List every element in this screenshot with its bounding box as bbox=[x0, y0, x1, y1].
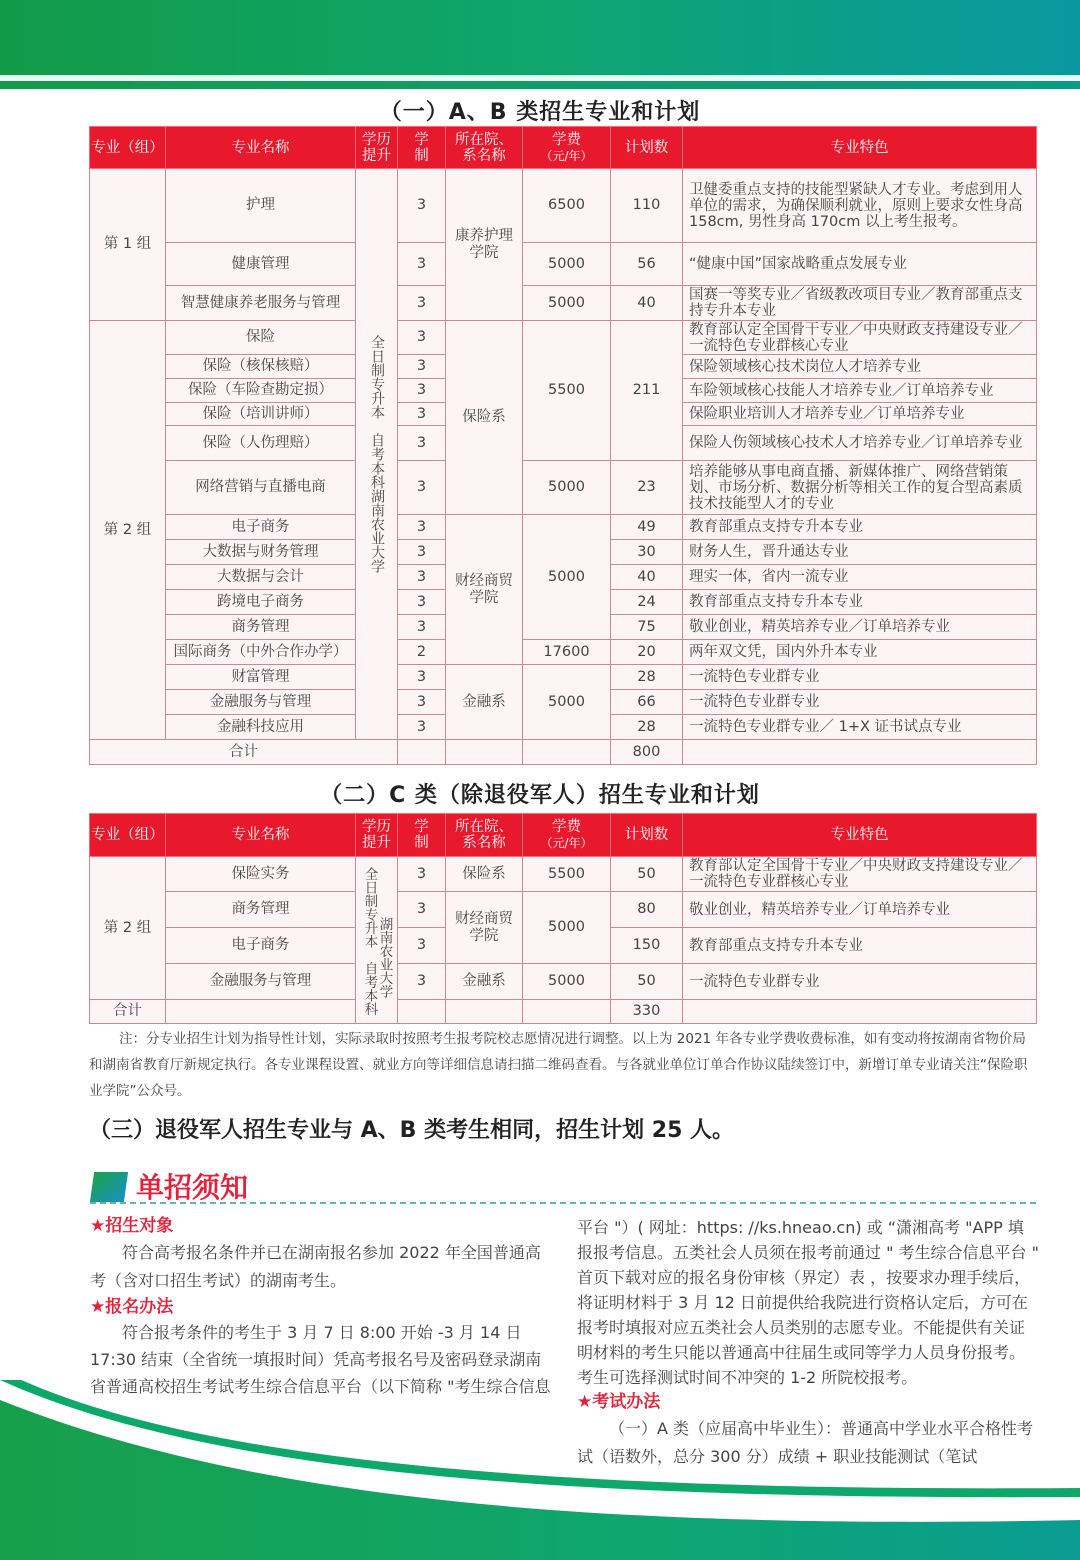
table-row bbox=[90, 286, 1037, 321]
plan: 75 bbox=[611, 615, 683, 640]
col-group: 专业（组） bbox=[90, 127, 166, 169]
feature: 财务人生，晋升通达专业 bbox=[683, 540, 1037, 565]
years: 3 bbox=[398, 892, 446, 928]
major-name: 电子商务 bbox=[166, 928, 356, 964]
table-row bbox=[90, 243, 1037, 286]
col-edu-upgrade: 学历 提升 bbox=[356, 814, 398, 857]
major-name: 国际商务（中外合作办学） bbox=[166, 640, 356, 665]
plan: 40 bbox=[611, 565, 683, 590]
table-row bbox=[90, 665, 1037, 690]
major-name: 网络营销与直播电商 bbox=[166, 461, 356, 515]
years: 3 bbox=[398, 928, 446, 964]
edu-upgrade-cell: 全日制专升本 自考本科 湖南农业大学 bbox=[356, 857, 398, 1024]
table-note: 注：分专业招生计划为指导性计划，实际录取时按照考生报考院校志愿情况进行调整。以上为 2021 年各专业学费收费标准，如有变动将按湖南省物价局和湖南省教育厅新规定执行。各专业课程设置、就业方向等详细信息请扫描二维码查看。与各就业单位订单合作协议陆续签订中，新增订单专业请关注“保险职业学院”公众号。 bbox=[89, 1031, 1028, 1099]
notice-title: 单招须知 bbox=[136, 1171, 249, 1204]
feature: 敬业创业，精英培养专业／订单培养专业 bbox=[683, 892, 1037, 928]
fee: 5000 bbox=[523, 461, 611, 515]
dept-cell: 财经商贸学院 bbox=[446, 515, 523, 665]
feature: 保险领域核心技术岗位人才培养专业 bbox=[683, 355, 1037, 379]
years: 3 bbox=[398, 690, 446, 715]
plan: 20 bbox=[611, 640, 683, 665]
top-banner bbox=[0, 0, 1080, 75]
major-name: 大数据与财务管理 bbox=[166, 540, 356, 565]
years: 3 bbox=[398, 565, 446, 590]
plan: 56 bbox=[611, 243, 683, 286]
years: 2 bbox=[398, 640, 446, 665]
col-fee: 学费 （元/年） bbox=[523, 814, 611, 857]
target-text: 符合高考报名条件并已在湖南报名参加 2022 年全国普通高考（含对口招生考试）的湖南考生。 bbox=[90, 1242, 541, 1290]
major-name: 电子商务 bbox=[166, 515, 356, 540]
plan: 80 bbox=[611, 892, 683, 928]
years: 3 bbox=[398, 540, 446, 565]
years: 3 bbox=[398, 169, 446, 243]
notice-logo-icon bbox=[90, 1172, 128, 1202]
col-dept: 所在院、 系名称 bbox=[446, 127, 523, 169]
major-name: 保险（培训讲师） bbox=[166, 403, 356, 426]
signup-text: 符合报考条件的考生于 3 月 7 日 8:00 开始 -3 月 14 日 17:30 结束（全省统一填报时间）凭高考报名号及密码登录湖南省普通高校招生考试考生综合信息平台（以下简称 "考生综合信息 bbox=[90, 1323, 551, 1396]
table-row bbox=[90, 169, 1037, 243]
years: 3 bbox=[398, 857, 446, 892]
table-row bbox=[90, 964, 1037, 1000]
feature: 教育部重点支持专升本专业 bbox=[683, 590, 1037, 615]
feature: 一流特色专业群专业 bbox=[683, 964, 1037, 1000]
exam-text: （一）A 类（应届高中毕业生）：普通高中学业水平合格性考试（语数外，总分 300 分）成绩 + 职业技能测试（笔试 bbox=[577, 1419, 1034, 1466]
total-value: 330 bbox=[611, 1000, 683, 1024]
major-name: 保险实务 bbox=[166, 857, 356, 892]
fee: 5000 bbox=[523, 665, 611, 740]
years: 3 bbox=[398, 461, 446, 515]
section2-title: （二）C 类（除退役军人）招生专业和计划 bbox=[320, 783, 760, 808]
fee: 17600 bbox=[523, 640, 611, 665]
col-plan: 计划数 bbox=[611, 814, 683, 857]
major-name: 保险（车险查勘定损） bbox=[166, 379, 356, 403]
dept-cell: 康养护理学院 bbox=[446, 169, 523, 321]
plan: 28 bbox=[611, 715, 683, 740]
table-header-row bbox=[90, 814, 1037, 857]
table-row bbox=[90, 515, 1037, 540]
years: 3 bbox=[398, 379, 446, 403]
table-row bbox=[90, 892, 1037, 928]
years: 3 bbox=[398, 715, 446, 740]
dept-cell: 金融系 bbox=[446, 964, 523, 1000]
major-name: 大数据与会计 bbox=[166, 565, 356, 590]
col-major-name: 专业名称 bbox=[166, 814, 356, 857]
fee: 5500 bbox=[523, 857, 611, 892]
table-header-row bbox=[90, 127, 1037, 169]
dept-cell: 保险系 bbox=[446, 857, 523, 892]
feature: 国赛一等奖专业／省级教改项目专业／教育部重点支持专升本专业 bbox=[683, 286, 1037, 321]
col-group: 专业（组） bbox=[90, 814, 166, 857]
years: 3 bbox=[398, 590, 446, 615]
group-cell: 第 1 组 bbox=[90, 169, 166, 321]
target-heading: ★招生对象 bbox=[90, 1216, 174, 1236]
plan: 66 bbox=[611, 690, 683, 715]
col-feature: 专业特色 bbox=[683, 814, 1037, 857]
col-major-name: 专业名称 bbox=[166, 127, 356, 169]
major-name: 智慧健康养老服务与管理 bbox=[166, 286, 356, 321]
plan: 40 bbox=[611, 286, 683, 321]
major-name: 财富管理 bbox=[166, 665, 356, 690]
group-cell: 第 2 组 bbox=[90, 321, 166, 740]
plan: 30 bbox=[611, 540, 683, 565]
col-edu-upgrade: 学历 提升 bbox=[356, 127, 398, 169]
col-feature: 专业特色 bbox=[683, 127, 1037, 169]
major-name: 商务管理 bbox=[166, 892, 356, 928]
major-name: 金融服务与管理 bbox=[166, 690, 356, 715]
col-dept: 所在院、 系名称 bbox=[446, 814, 523, 857]
feature: 卫健委重点支持的技能型紧缺人才专业。考虑到用人单位的需求，为确保顺利就业，原则上要求女性身高 158cm, 男性身高 170cm 以上考生报考。 bbox=[683, 169, 1037, 243]
fee: 5000 bbox=[523, 515, 611, 640]
plan: 211 bbox=[611, 321, 683, 461]
signup-heading: ★报名办法 bbox=[90, 1296, 174, 1317]
total-row bbox=[90, 740, 1037, 765]
feature: 培养能够从事电商直播、新媒体推广、网络营销策划、市场分析、数据分析等相关工作的复合型高素质技术技能型人才的专业 bbox=[683, 461, 1037, 515]
years: 3 bbox=[398, 615, 446, 640]
group-cell: 第 2 组 bbox=[90, 857, 166, 1000]
section3-title: （三）退役军人招生专业与 A、B 类考生相同，招生计划 25 人。 bbox=[89, 1118, 735, 1143]
years: 3 bbox=[398, 665, 446, 690]
feature: 车险领域核心技能人才培养专业／订单培养专业 bbox=[683, 379, 1037, 403]
feature: 两年双文凭，国内外升本专业 bbox=[683, 640, 1037, 665]
years: 3 bbox=[398, 426, 446, 461]
total-label: 合计 bbox=[90, 1000, 166, 1024]
feature: 敬业创业，精英培养专业／订单培养专业 bbox=[683, 615, 1037, 640]
table-row bbox=[90, 857, 1037, 892]
fee: 5000 bbox=[523, 964, 611, 1000]
major-name: 保险（人伤理赔） bbox=[166, 426, 356, 461]
years: 3 bbox=[398, 286, 446, 321]
dept-cell: 保险系 bbox=[446, 321, 523, 515]
plan: 110 bbox=[611, 169, 683, 243]
notice-header bbox=[90, 1168, 1036, 1204]
years: 3 bbox=[398, 355, 446, 379]
c-plan-table bbox=[89, 813, 1037, 1024]
exam-heading: ★考试办法 bbox=[577, 1392, 661, 1412]
feature: “健康中国”国家战略重点发展专业 bbox=[683, 243, 1037, 286]
feature: 保险职业培训人才培养专业／订单培养专业 bbox=[683, 403, 1037, 426]
years: 3 bbox=[398, 964, 446, 1000]
edu-upgrade-cell: 全日制专升本 自考本科湖南农业大学 bbox=[356, 169, 398, 740]
major-name: 护理 bbox=[166, 169, 356, 243]
feature: 保险人伤领域核心技术人才培养专业／订单培养专业 bbox=[683, 426, 1037, 461]
plan: 23 bbox=[611, 461, 683, 515]
section1-title: （一）A、B 类招生专业和计划 bbox=[379, 100, 701, 125]
major-name: 保险（核保核赔） bbox=[166, 355, 356, 379]
notice-left-column bbox=[90, 1214, 552, 1400]
feature: 教育部认定全国骨干专业／中央财政支持建设专业／一流特色专业群核心专业 bbox=[683, 321, 1037, 355]
major-name: 健康管理 bbox=[166, 243, 356, 286]
feature: 理实一体，省内一流专业 bbox=[683, 565, 1037, 590]
years: 3 bbox=[398, 243, 446, 286]
major-name: 金融科技应用 bbox=[166, 715, 356, 740]
fee: 5000 bbox=[523, 243, 611, 286]
banner-stripe-green bbox=[0, 81, 1080, 89]
years: 3 bbox=[398, 403, 446, 426]
plan: 50 bbox=[611, 964, 683, 1000]
plan: 49 bbox=[611, 515, 683, 540]
table-row bbox=[90, 461, 1037, 515]
years: 3 bbox=[398, 321, 446, 355]
col-years: 学 制 bbox=[398, 127, 446, 169]
plan: 150 bbox=[611, 928, 683, 964]
major-name: 跨境电子商务 bbox=[166, 590, 356, 615]
feature: 教育部认定全国骨干专业／中央财政支持建设专业／一流特色专业群核心专业 bbox=[683, 857, 1037, 892]
fee: 5000 bbox=[523, 892, 611, 964]
major-name: 保险 bbox=[166, 321, 356, 355]
plan: 28 bbox=[611, 665, 683, 690]
table-row bbox=[90, 321, 1037, 355]
dept-cell: 金融系 bbox=[446, 665, 523, 740]
dept-cell: 财经商贸学院 bbox=[446, 892, 523, 964]
total-label: 合计 bbox=[90, 740, 398, 765]
total-value: 800 bbox=[611, 740, 683, 765]
plan: 24 bbox=[611, 590, 683, 615]
plan: 50 bbox=[611, 857, 683, 892]
fee: 5000 bbox=[523, 286, 611, 321]
years: 3 bbox=[398, 515, 446, 540]
major-name: 金融服务与管理 bbox=[166, 964, 356, 1000]
feature: 教育部重点支持专升本专业 bbox=[683, 515, 1037, 540]
total-row bbox=[90, 1000, 1037, 1024]
ab-plan-table bbox=[89, 126, 1037, 765]
feature: 一流特色专业群专业 bbox=[683, 690, 1037, 715]
feature: 一流特色专业群专业 bbox=[683, 665, 1037, 690]
feature: 教育部重点支持专升本专业 bbox=[683, 928, 1037, 964]
fee: 5500 bbox=[523, 321, 611, 461]
feature: 一流特色专业群专业／ 1+X 证书试点专业 bbox=[683, 715, 1037, 740]
fee: 6500 bbox=[523, 169, 611, 243]
signup-text-continued: 平台 "）( 网址：https: //ks.hneao.cn) 或 “潇湘高考 "APP 填报报考信息。五类社会人员须在报考前通过 " 考生综合信息平台 " 首页下载对应的报名身份审核（界定）表 ，按要求办理手续后，将证明材料于 3 月 12 日前提供给我院进行资格认定后，方可在报考时填报对应五类社会人员类别的志愿专业。不能提供有关证明材料的考生只能以普通高中往届生或同等学力人员身份报考。考生可选择测试时间不冲突的 1-2 所院校报考。 bbox=[577, 1218, 1039, 1387]
col-fee: 学费 （元/年） bbox=[523, 127, 611, 169]
major-name: 商务管理 bbox=[166, 615, 356, 640]
table-row bbox=[90, 640, 1037, 665]
col-plan: 计划数 bbox=[611, 127, 683, 169]
bottom-wave-decoration bbox=[0, 1380, 1080, 1560]
col-years: 学 制 bbox=[398, 814, 446, 857]
